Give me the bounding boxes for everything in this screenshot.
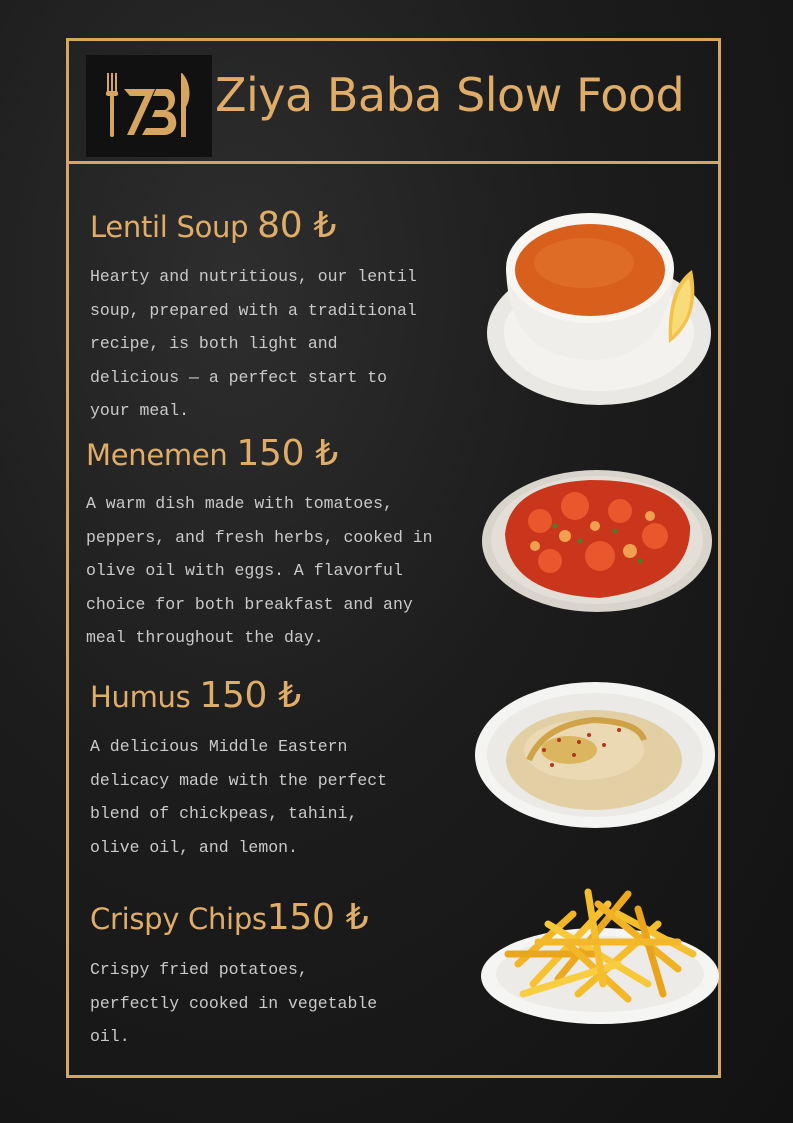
item-description: A warm dish made with tomatoes, peppers, and fresh herbs, cooked in olive oil with eggs. A flavorful choice for both breakfast and any meal throughout the day. xyxy=(86,494,433,648)
item-price: 150 ₺ xyxy=(236,433,338,474)
item-name: Lentil Soup xyxy=(90,210,258,244)
humus-plate-icon xyxy=(474,680,716,830)
lentil-soup-bowl-icon xyxy=(484,208,714,408)
item-price: 80 ₺ xyxy=(257,205,337,246)
item-name: Crispy Chips xyxy=(90,902,267,936)
menemen-plate-icon xyxy=(480,466,714,616)
item-description: A delicious Middle Eastern delicacy made with the perfect blend of chickpeas, tahini, olive oil, and lemon. xyxy=(90,737,388,857)
item-description: Crispy fried potatoes, perfectly cooked in vegetable oil. xyxy=(90,960,378,1047)
page-title: Ziya Baba Slow Food xyxy=(215,68,685,122)
item-description: Hearty and nutritious, our lentil soup, prepared with a traditional recipe, is both light and delicious — a perfect start to your meal. xyxy=(90,267,417,421)
menu-item-title xyxy=(90,205,336,246)
item-price: 150 ₺ xyxy=(266,897,369,938)
menu-item-title xyxy=(86,433,338,474)
menu-item-title xyxy=(90,675,301,716)
item-name: Menemen xyxy=(86,438,237,472)
fries-plate-icon xyxy=(478,884,722,1028)
item-price: 150 ₺ xyxy=(199,675,301,716)
menu-item-title xyxy=(90,897,368,938)
item-name: Humus xyxy=(90,680,200,714)
header-divider xyxy=(69,161,721,164)
logo xyxy=(86,55,212,157)
logo-fork-knife-icon xyxy=(86,55,212,157)
